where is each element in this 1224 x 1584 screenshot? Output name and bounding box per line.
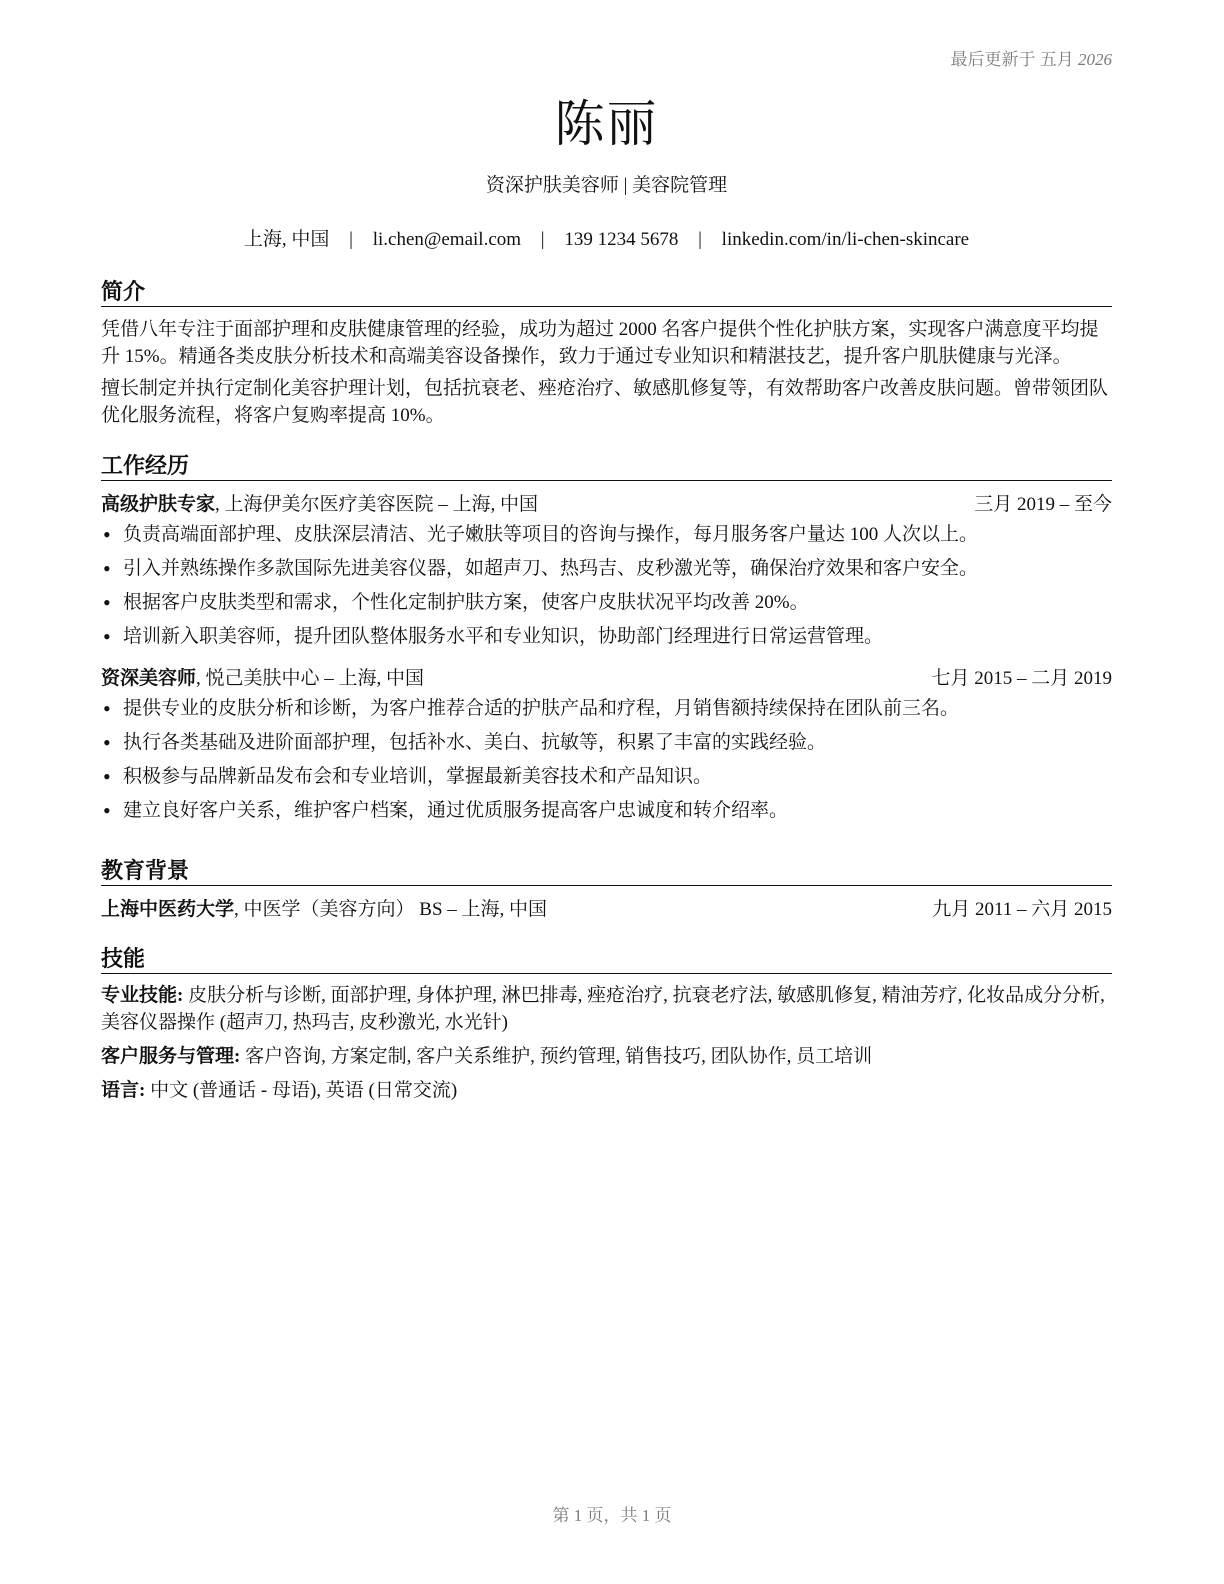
education-entry xyxy=(101,896,1112,923)
skills-section xyxy=(101,945,1112,1104)
contact-line xyxy=(101,224,1112,251)
education-school: 上海中医药大学 xyxy=(101,899,235,920)
skill-text: 皮肤分析与诊断, 面部护理, 身体护理, 淋巴排毒, 痤疮治疗, 抗衰老疗法, 敏感肌修复, 精油芳疗, 化妆品成分分析, 美容仪器操作 (超声刀, 热玛吉, 皮秒激光, 水光针) xyxy=(101,985,1105,1033)
job-org: , 悦己美肤中心 – 上海, 中国 xyxy=(196,668,425,689)
education-detail: , 中医学（美容方向） BS – 上海, 中国 xyxy=(234,899,548,920)
contact-location: 上海, 中国 xyxy=(243,229,330,250)
last-updated-label: 最后更新于 五月 xyxy=(950,50,1074,69)
section-title-summary: 简介 xyxy=(101,278,1112,307)
contact-separator: | xyxy=(349,229,353,250)
section-title-experience: 工作经历 xyxy=(101,452,1112,481)
job-bullet: • 积极参与品牌新品发布会和专业培训，掌握最新美容技术和产品知识。 xyxy=(101,763,1112,790)
job-bullet: • 根据客户皮肤类型和需求，个性化定制护肤方案，使客户皮肤状况平均改善 20%。 xyxy=(101,589,1112,616)
summary-section xyxy=(101,278,1112,429)
contact-linkedin[interactable]: linkedin.com/in/li-chen-skincare xyxy=(721,229,970,250)
job-header xyxy=(101,491,1112,518)
skill-text: 中文 (普通话 - 母语), 英语 (日常交流) xyxy=(145,1080,458,1101)
candidate-name: 陈丽 xyxy=(554,96,659,152)
job-role: 高级护肤专家 xyxy=(101,494,216,515)
job-bullet: • 执行各类基础及进阶面部护理，包括补水、美白、抗敏等，积累了丰富的实践经验。 xyxy=(101,729,1112,756)
job-header xyxy=(101,665,1112,692)
candidate-tagline: 资深护肤美容师 | 美容院管理 xyxy=(485,175,728,196)
job-dates: 三月 2019 – 至今 xyxy=(974,494,1112,515)
section-title-skills: 技能 xyxy=(101,945,1112,974)
skill-label: 专业技能: xyxy=(101,985,184,1006)
job-org: , 上海伊美尔医疗美容医院 – 上海, 中国 xyxy=(215,494,539,515)
job-bullets xyxy=(101,521,1112,650)
contact-phone: 139 1234 5678 xyxy=(564,229,679,250)
contact-separator: | xyxy=(540,229,545,250)
contact-separator: | xyxy=(698,229,702,250)
education-dates: 九月 2011 – 六月 2015 xyxy=(932,899,1112,920)
job-bullet: • 引入并熟练操作多款国际先进美容仪器，如超声刀、热玛吉、皮秒激光等，确保治疗效果和客户安全。 xyxy=(101,555,1112,582)
job-bullet: • 提供专业的皮肤分析和诊断，为客户推荐合适的护肤产品和疗程，月销售额持续保持在团队前三名。 xyxy=(101,695,1112,722)
job-bullets xyxy=(101,695,1112,824)
education-section xyxy=(101,857,1112,923)
job-role: 资深美容师 xyxy=(101,668,197,689)
skill-line xyxy=(101,1077,1112,1104)
page-number: 第 1 页，共 1 页 xyxy=(552,1506,672,1525)
last-updated xyxy=(951,45,1113,70)
job-bullet: • 负责高端面部护理、皮肤深层清洁、光子嫩肤等项目的咨询与操作，每月服务客户量达 100 人次以上。 xyxy=(101,521,1112,548)
skill-label: 客户服务与管理: xyxy=(101,1046,241,1067)
job-bullet: • 培训新入职美容师，提升团队整体服务水平和专业知识，协助部门经理进行日常运营管理。 xyxy=(101,623,1112,650)
job-bullet: • 建立良好客户关系，维护客户档案，通过优质服务提高客户忠诚度和转介绍率。 xyxy=(101,797,1112,824)
job-dates: 七月 2015 – 二月 2019 xyxy=(931,668,1112,689)
education-title-line xyxy=(101,896,547,923)
job-title-line xyxy=(101,665,424,692)
last-updated-year: 2026 xyxy=(1078,50,1112,69)
skill-line xyxy=(101,982,1112,1036)
experience-section xyxy=(101,452,1112,831)
skill-text: 客户咨询, 方案定制, 客户关系维护, 预约管理, 销售技巧, 团队协作, 员工培训 xyxy=(240,1046,873,1067)
contact-email[interactable]: li.chen@email.com xyxy=(372,229,522,250)
job-title-line xyxy=(101,491,538,518)
section-title-education: 教育背景 xyxy=(101,857,1112,886)
summary-paragraph: 擅长制定并执行定制化美容护理计划，包括抗衰老、痤疮治疗、敏感肌修复等，有效帮助客户改善皮肤问题。曾带领团队优化服务流程，将客户复购率提高 10%。 xyxy=(101,378,1109,426)
skill-label: 语言: xyxy=(101,1080,146,1101)
summary-paragraph: 凭借八年专注于面部护理和皮肤健康管理的经验，成功为超过 2000 名客户提供个性化护肤方案，实现客户满意度平均提升 15%。精通各类皮肤分析技术和高端美容设备操作，致力于通过专业知识和精湛技艺，提升客户肌肤健康与光泽。 xyxy=(101,319,1099,367)
skill-line xyxy=(101,1043,1112,1070)
